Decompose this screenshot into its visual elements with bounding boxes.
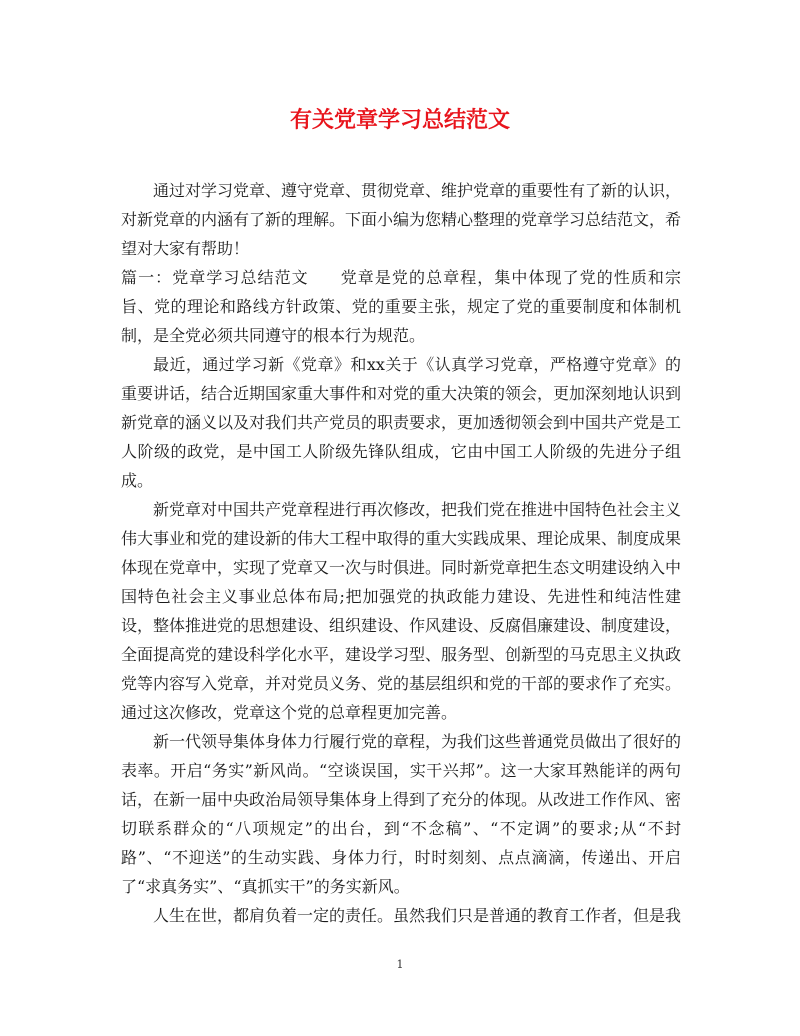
section-heading: 篇一：党章学习总结范文 bbox=[121, 268, 309, 287]
section-one-paragraph bbox=[121, 263, 681, 350]
body-paragraph: 最近，通过学习新《党章》和xx关于《认真学习党章，严格遵守党章》的重要讲话，结合近期国家重大事件和对党的重大决策的领会，更加深刻地认识到新党章的涵义以及对我们共产党员的职责要求，更加透彻领会到中国共产党是工人阶级的政党，是中国工人阶级先锋队组成，它由中国工人阶级的先进分子组成。 bbox=[121, 355, 682, 490]
body-paragraph: 人生在世，都肩负着一定的责任。虽然我们只是普通的教育工作者，但是我 bbox=[153, 906, 682, 925]
document-title: 有关党章学习总结范文 bbox=[289, 107, 510, 133]
body-paragraph: 新党章对中国共产党章程进行再次修改，把我们党在推进中国特色社会主义伟大事业和党的建设新的伟大工程中取得的重大实践成果、理论成果、制度成果体现在党章中，实现了党章又一次与时俱进。同时新党章把生态文明建设纳入中国特色社会主义事业总体布局;把加强党的执政能力建设、先进性和纯洁性建设，整体推进党的思想建设、组织建设、作风建设、反腐倡廉建设、制度建设，全面提高党的建设科学化水平，建设学习型、服务型、创新型的马克思主义执政党等内容写入党章，并对党员义务、党的基层组织和党的干部的要求作了充实。通过这次修改，党章这个党的总章程更加完善。 bbox=[121, 500, 682, 722]
section-first-text: 党章是党的总章程，集中体现了党的性质和宗旨、党的理论和路线方针政策、党的重要主张，规定了党的重要制度和体制机制，是全党必须共同遵守的根本行为规范。 bbox=[121, 268, 681, 345]
document-body bbox=[121, 176, 681, 930]
body-paragraph: 新一代领导集体身体力行履行党的章程，为我们这些普通党员做出了很好的表率。开启“务实”新风尚。“空谈误国，实干兴邦”。这一大家耳熟能详的两句话，在新一届中央政治局领导集体身上得到了充分的体现。从改进工作作风、密切联系群众的“八项规定”的出台，到“不念稿”、“不定调”的要求;从“不封路”、“不迎送”的生动实践、身体力行，时时刻刻、点点滴滴，传递出、开启了“求真务实”、“真抓实干”的务实新风。 bbox=[121, 732, 682, 896]
page-number: 1 bbox=[396, 958, 404, 971]
intro-paragraph: 通过对学习党章、遵守党章、贯彻党章、维护党章的重要性有了新的认识，对新党章的内涵有了新的理解。下面小编为您精心整理的党章学习总结范文，希望对大家有帮助！ bbox=[121, 181, 682, 258]
